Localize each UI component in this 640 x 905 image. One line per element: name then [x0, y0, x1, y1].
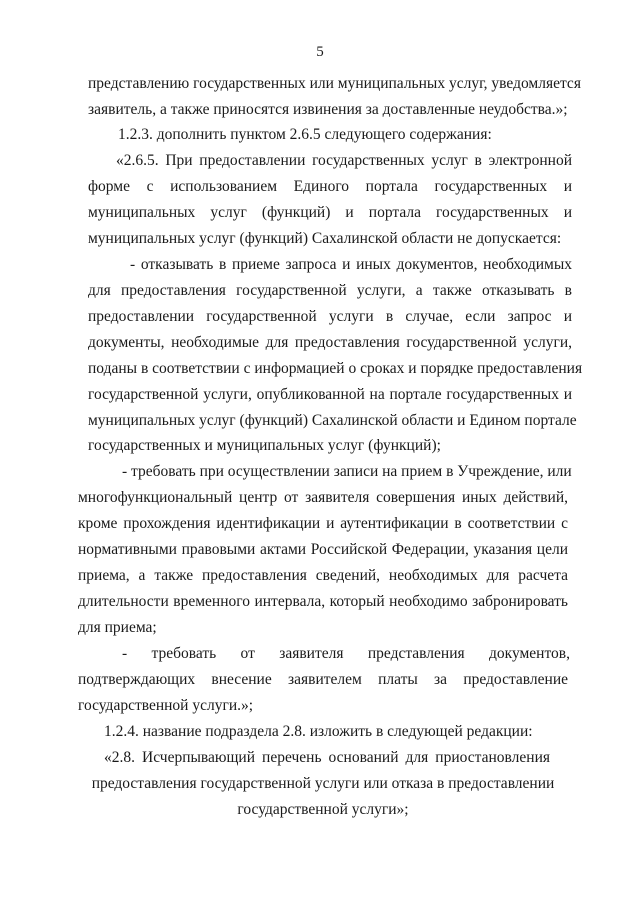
page-number: 5: [316, 44, 324, 60]
text-line: «2.6.5. При предоставлении государственных услуг в электронной: [116, 152, 572, 169]
text-line: заявитель, а также приносятся извинения за доставленные неудобства.»;: [88, 101, 568, 118]
text-line: государственной услуги.»;: [78, 697, 254, 714]
text-line: государственной услуги»;: [237, 801, 409, 818]
text-line: для предоставления государственной услуги, а также отказывать в: [88, 282, 572, 299]
text-line: предоставлении государственной услуги в случае, если запрос и: [88, 308, 572, 325]
text-line: нормативными правовыми актами Российской Федерации, указания цели: [78, 541, 568, 558]
text-line: государственной услуги, опубликованной на портале государственных и: [88, 386, 572, 403]
text-line: - отказывать в приеме запроса и иных документов, необходимых: [130, 256, 572, 273]
text-line: - требовать от заявителя представления документов,: [122, 645, 570, 662]
text-line: кроме прохождения идентификации и аутентификации в соответствии с: [78, 515, 568, 532]
text-line: документы, необходимые для предоставления государственной услуги,: [88, 334, 572, 351]
text-line: муниципальных услуг (функций) и портала государственных и: [88, 204, 572, 221]
text-line: приема, а также предоставления сведений, необходимых для расчета: [78, 567, 568, 584]
text-line: многофункциональный центр от заявителя совершения иных действий,: [78, 489, 568, 506]
text-line: для приема;: [78, 619, 157, 636]
text-line: государственных и муниципальных услуг (функций);: [88, 437, 441, 454]
text-line: - требовать при осуществлении записи на прием в Учреждение, или: [122, 463, 572, 480]
text-line: «2.8. Исчерпывающий перечень оснований для приостановления: [104, 749, 550, 766]
text-line: подтверждающих внесение заявителем платы за предоставление: [78, 671, 568, 688]
text-line: муниципальных услуг (функций) Сахалинской области не допускается:: [88, 230, 562, 247]
text-line: 1.2.4. название подраздела 2.8. изложить в следующей редакции:: [104, 723, 533, 740]
text-line: поданы в соответствии с информацией о сроках и порядке предоставления: [88, 360, 583, 377]
text-line: представлению государственных или муниципальных услуг, уведомляется: [88, 75, 581, 92]
text-line: предоставления государственной услуги или отказа в предоставлении: [91, 775, 555, 792]
text-line: муниципальных услуг (функций) Сахалинской области и Едином портале: [88, 412, 577, 429]
text-line: 1.2.3. дополнить пунктом 2.6.5 следующего содержания:: [118, 126, 492, 143]
text-line: форме с использованием Единого портала государственных и: [88, 178, 572, 195]
text-line: длительности временного интервала, который необходимо забронировать: [78, 593, 568, 610]
